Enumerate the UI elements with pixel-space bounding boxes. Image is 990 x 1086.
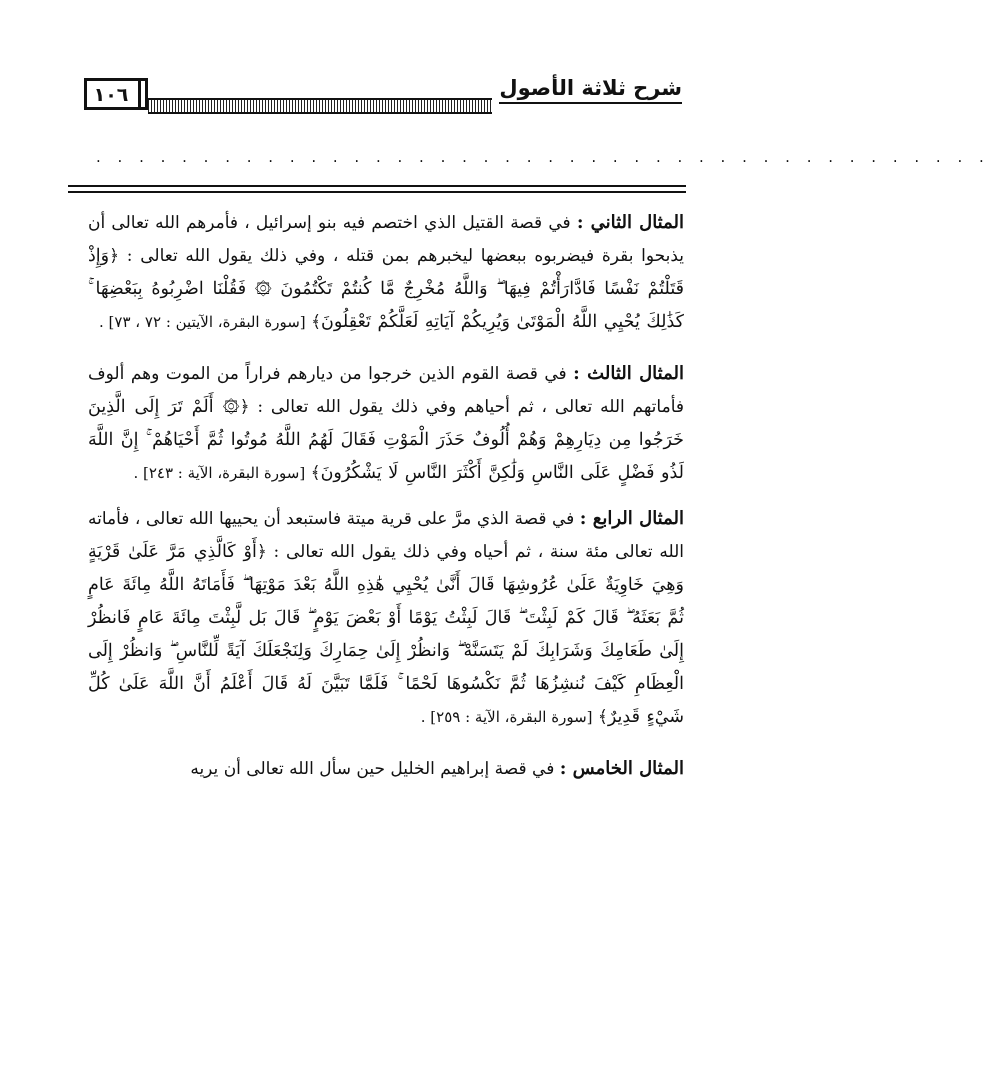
- book-title: شرح ثلاثة الأصول: [499, 76, 682, 100]
- example-two-heading: المثال الثاني :: [576, 212, 684, 233]
- example-two-text: في قصة القتيل الذي اختصم فيه بنو إسرائيل ، فأمرهم الله تعالى أن يذبحوا بقرة فيضربوه ببعضها ليخبرهم بمن قتله ، وفي ذلك يقول الله تعالى :: [88, 213, 685, 266]
- example-four-text: في قصة الذي مرَّ على قرية ميتة فاستبعد أن يحييها الله تعالى ، فأماته الله تعالى مئة سنة ، ثم أحياه وفي ذلك يقول الله تعالى :: [88, 509, 685, 562]
- example-five-paragraph: [88, 752, 684, 786]
- verse-open-bracket: ﴿: [256, 542, 267, 562]
- example-three-heading: المثال الثالث :: [573, 363, 684, 384]
- example-four-verse: أَوْ كَالَّذِي مَرَّ عَلَىٰ قَرْيَةٍ وَهِيَ خَاوِيَةٌ عَلَىٰ عُرُوشِهَا قَالَ أَنَّىٰ يُحْيِي هَٰذِهِ اللَّهُ بَعْدَ مَوْتِهَا ۖ فَأَمَاتَهُ اللَّهُ مِائَةَ عَامٍ ثُمَّ بَعَثَهُ ۖ قَالَ كَمْ لَبِثْتَ ۖ قَالَ لَبِثْتُ يَوْمًا أَوْ بَعْضَ يَوْمٍ ۖ قَالَ بَل لَّبِثْتَ مِائَةَ عَامٍ فَانظُرْ إِلَىٰ طَعَامِكَ وَشَرَابِكَ لَمْ يَتَسَنَّهْ ۖ وَانظُرْ إِلَىٰ حِمَارِكَ وَلِنَجْعَلَكَ آيَةً لِّلنَّاسِ ۖ وَانظُرْ إِلَى الْعِظَامِ كَيْفَ نُنشِزُهَا ثُمَّ نَكْسُوهَا لَحْمًا ۚ فَلَمَّا تَبَيَّنَ لَهُ قَالَ أَعْلَمُ أَنَّ اللَّهَ عَلَىٰ كُلِّ شَيْءٍ قَدِيرٌ: [88, 542, 684, 727]
- example-four-source: [سورة البقرة، الآية : ٢٥٩] .: [420, 708, 593, 726]
- example-three-source: [سورة البقرة، الآية : ٢٤٣] .: [133, 464, 306, 482]
- double-rule-top: [68, 185, 686, 187]
- example-five-text: في قصة إبراهيم الخليل حين سأل الله تعالى أن يريه: [190, 759, 555, 779]
- example-three-verse: ۞ أَلَمْ تَرَ إِلَى الَّذِينَ خَرَجُوا مِن دِيَارِهِمْ وَهُمْ أُلُوفٌ حَذَرَ الْمَوْتِ فَقَالَ لَهُمُ اللَّهُ مُوتُوا ثُمَّ أَحْيَاهُمْ ۚ إِنَّ اللَّهَ لَذُو فَضْلٍ عَلَى النَّاسِ وَلَٰكِنَّ أَكْثَرَ النَّاسِ لَا يَشْكُرُونَ: [88, 397, 684, 483]
- verse-close-bracket: ﴾: [310, 463, 321, 483]
- example-two-verse: وَإِذْ قَتَلْتُمْ نَفْسًا فَادَّارَأْتُمْ فِيهَا ۖ وَاللَّهُ مُخْرِجٌ مَّا كُنتُمْ تَكْتُمُونَ ۞ فَقُلْنَا اضْرِبُوهُ بِبَعْضِهَا ۚ كَذَٰلِكَ يُحْيِي اللَّهُ الْمَوْتَىٰ وَيُرِيكُمْ آيَاتِهِ لَعَلَّكُمْ تَعْقِلُونَ: [88, 246, 684, 332]
- example-three-paragraph: [88, 357, 684, 490]
- dotted-separator: . . . . . . . . . . . . . . . . . . . . . . . . . . . . . . . . . . . . . . . . . .: [96, 148, 990, 166]
- double-rule-bottom: [68, 191, 686, 193]
- example-five-heading: المثال الخامس :: [559, 758, 684, 779]
- running-header: [70, 72, 682, 118]
- verse-close-bracket: ﴾: [311, 312, 322, 332]
- verse-close-bracket: ﴾: [597, 707, 608, 727]
- example-four-paragraph: [88, 502, 684, 734]
- page-body: [88, 206, 684, 1076]
- page-number: ١٠٦: [93, 84, 129, 106]
- page-number-box: [84, 78, 148, 110]
- example-two-paragraph: [88, 206, 684, 339]
- header-hatch-bar: [148, 98, 492, 114]
- verse-open-bracket: ﴿: [239, 397, 250, 417]
- example-two-source: [سورة البقرة، الآيتين : ٧٢ ، ٧٣] .: [99, 313, 306, 331]
- example-three-text: في قصة القوم الذين خرجوا من ديارهم فراراً من الموت وهم ألوف فأماتهم الله تعالى ، ثم أحياهم وفي ذلك يقول الله تعالى :: [88, 364, 685, 417]
- example-four-heading: المثال الرابع :: [579, 508, 685, 529]
- verse-open-bracket: ﴿: [109, 246, 120, 266]
